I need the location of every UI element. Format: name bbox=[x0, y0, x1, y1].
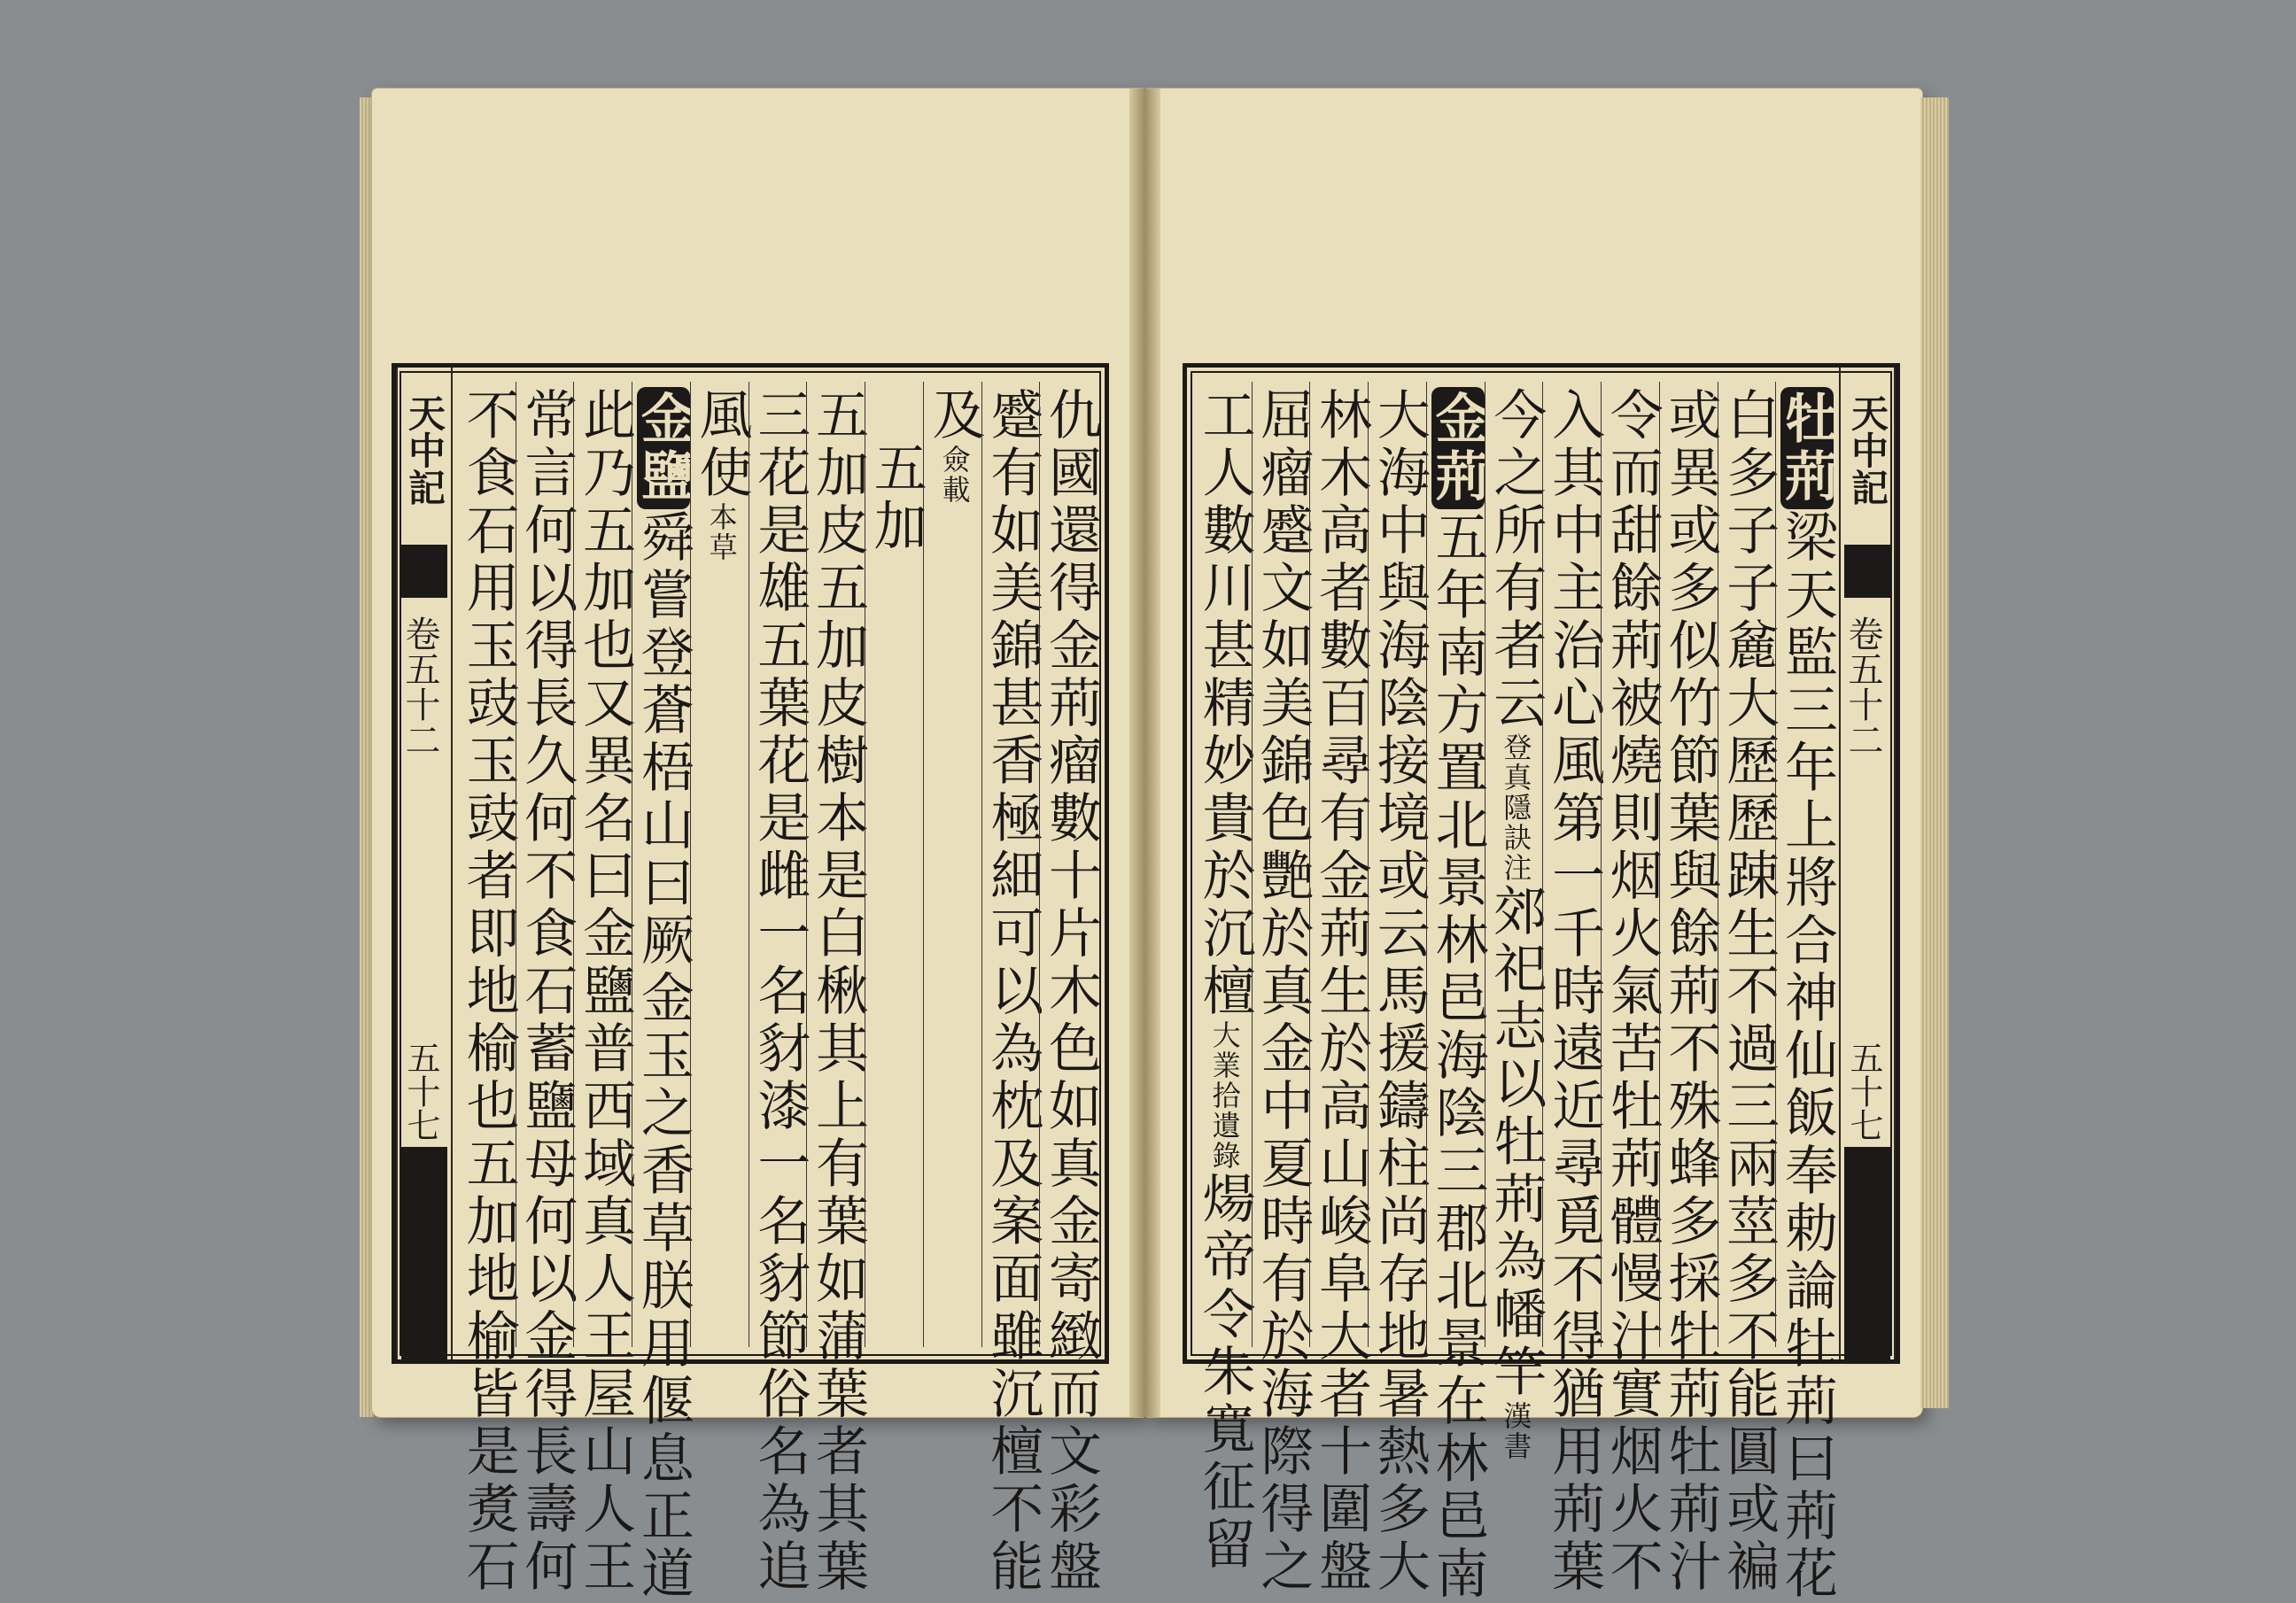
text-column bbox=[749, 382, 811, 1596]
text-column bbox=[1718, 382, 1780, 1596]
text-column bbox=[690, 382, 753, 1347]
column-text: 梁天監三年上將合神仙飯奉勅論牡荊曰荊花 bbox=[1776, 509, 1838, 1603]
text-column bbox=[1039, 382, 1102, 1596]
text-column bbox=[632, 382, 694, 1603]
text-column bbox=[1659, 382, 1722, 1596]
left-banner-folio: 五十七 bbox=[401, 1041, 440, 1142]
column-text: 三花是雄五葉花是雌一名豺漆一名豺節俗名為追 bbox=[749, 387, 811, 1596]
column-text: 令而甜餘荊被燒則烟火氣苦牡荊體慢汁實烟火不 bbox=[1601, 387, 1664, 1596]
right-fish-tail-top bbox=[1844, 545, 1890, 598]
right-text-frame bbox=[1183, 363, 1900, 1603]
column-text: 郊祀志以牡荊為幡竿 bbox=[1485, 883, 1547, 1401]
left-fish-tail-bottom bbox=[401, 1147, 447, 1359]
column-text: 今之所有者云 bbox=[1485, 387, 1547, 732]
source-note: 登真隱訣注 bbox=[1499, 732, 1533, 883]
left-text-frame bbox=[392, 363, 1109, 1603]
right-fish-tail-bottom bbox=[1844, 1147, 1890, 1359]
column-text: 常言何以得長久何不食石蓄鹽母何以金得長壽何 bbox=[516, 387, 578, 1596]
page-edges-right bbox=[1920, 97, 1949, 1408]
column-text: 及 bbox=[923, 387, 986, 445]
column-text: 風使 bbox=[690, 387, 753, 502]
book-gutter bbox=[1129, 89, 1160, 1417]
source-note: 僉載 bbox=[937, 445, 972, 505]
source-note: 漢書 bbox=[1499, 1401, 1533, 1461]
left-banner-title: 天中記 bbox=[403, 394, 446, 506]
entry-heading-tag: 牡荊 bbox=[1780, 387, 1834, 509]
right-banner-juan: 卷五十二 bbox=[1842, 616, 1883, 757]
entry-heading-tag: 金荊 bbox=[1431, 387, 1485, 509]
source-note: 大業拾遺錄 bbox=[1207, 1020, 1242, 1171]
column-text: 五加 bbox=[865, 440, 927, 555]
right-banner-title: 天中記 bbox=[1846, 394, 1889, 506]
column-text: 屈瘤蹙文如美錦色艷於真金中夏時有於海際得之 bbox=[1252, 387, 1315, 1596]
text-column bbox=[1252, 382, 1315, 1596]
column-text: 入其中主治心風第一千時遠近尋覓不得猶用荊葉 bbox=[1543, 387, 1606, 1596]
text-column bbox=[865, 382, 927, 1347]
column-text: 不食石用玉豉玉豉者即地榆也五加地榆皆是煑石 bbox=[457, 387, 520, 1596]
column-text: 舜嘗登蒼梧山曰厥金玉之香草朕用偃息正道 bbox=[632, 509, 694, 1603]
text-column bbox=[1368, 382, 1431, 1596]
left-text-columns bbox=[457, 382, 1102, 1603]
right-text-columns bbox=[1193, 382, 1838, 1603]
text-column bbox=[457, 382, 520, 1596]
text-column bbox=[516, 382, 578, 1596]
column-text: 仇國還得金荊瘤數十片木色如真金寄緻而文彩盤 bbox=[1040, 387, 1102, 1596]
column-text: 五年南方置北景林邑海陰三郡北景在林邑南 bbox=[1426, 509, 1489, 1603]
text-column bbox=[1775, 382, 1838, 1603]
left-banner bbox=[396, 368, 453, 1359]
column-text: 煬帝令朱寬征留 bbox=[1193, 1171, 1256, 1574]
column-text: 此乃五加也又異名曰金鹽普西域真人王屋山人王 bbox=[574, 387, 637, 1596]
column-text: 五加皮五加皮樹本是白楸其上有葉如蒲葉者其葉 bbox=[807, 387, 870, 1596]
text-column bbox=[923, 382, 986, 1347]
text-column bbox=[981, 382, 1044, 1596]
text-column bbox=[573, 382, 637, 1596]
column-text: 或異或多似竹節葉與餘荊不殊蜂多採牡荊牡荊汁 bbox=[1659, 387, 1722, 1596]
left-fish-tail-top bbox=[401, 545, 447, 598]
source-note: 本草 bbox=[704, 502, 739, 562]
text-column bbox=[1485, 382, 1547, 1461]
text-column bbox=[1542, 382, 1606, 1596]
text-column bbox=[1426, 382, 1489, 1603]
open-book bbox=[372, 89, 1922, 1603]
column-text: 林木高者數百尋有金荊生於高山峻阜大者十圍盤 bbox=[1310, 387, 1373, 1596]
text-column bbox=[806, 382, 870, 1596]
entry-heading-tag: 金鹽 bbox=[637, 387, 690, 509]
column-text: 工人數川甚精妙貴於沉檀 bbox=[1193, 387, 1256, 1020]
right-banner-folio: 五十七 bbox=[1844, 1041, 1883, 1142]
column-text: 大海中與海陰接境或云馬援鑄柱尚存地暑熱多大 bbox=[1368, 387, 1431, 1596]
text-column bbox=[1309, 382, 1373, 1596]
column-text: 白多子子麄大歷歷踈生不過三兩莖多不能圓或褊 bbox=[1718, 387, 1780, 1596]
text-column bbox=[1601, 382, 1664, 1596]
right-banner bbox=[1839, 368, 1896, 1359]
column-text: 蹙有如美錦甚香極細可以為枕及案面雖沉檀不能 bbox=[981, 387, 1044, 1596]
left-banner-juan: 卷五十二 bbox=[399, 616, 440, 757]
text-column bbox=[1193, 382, 1256, 1574]
